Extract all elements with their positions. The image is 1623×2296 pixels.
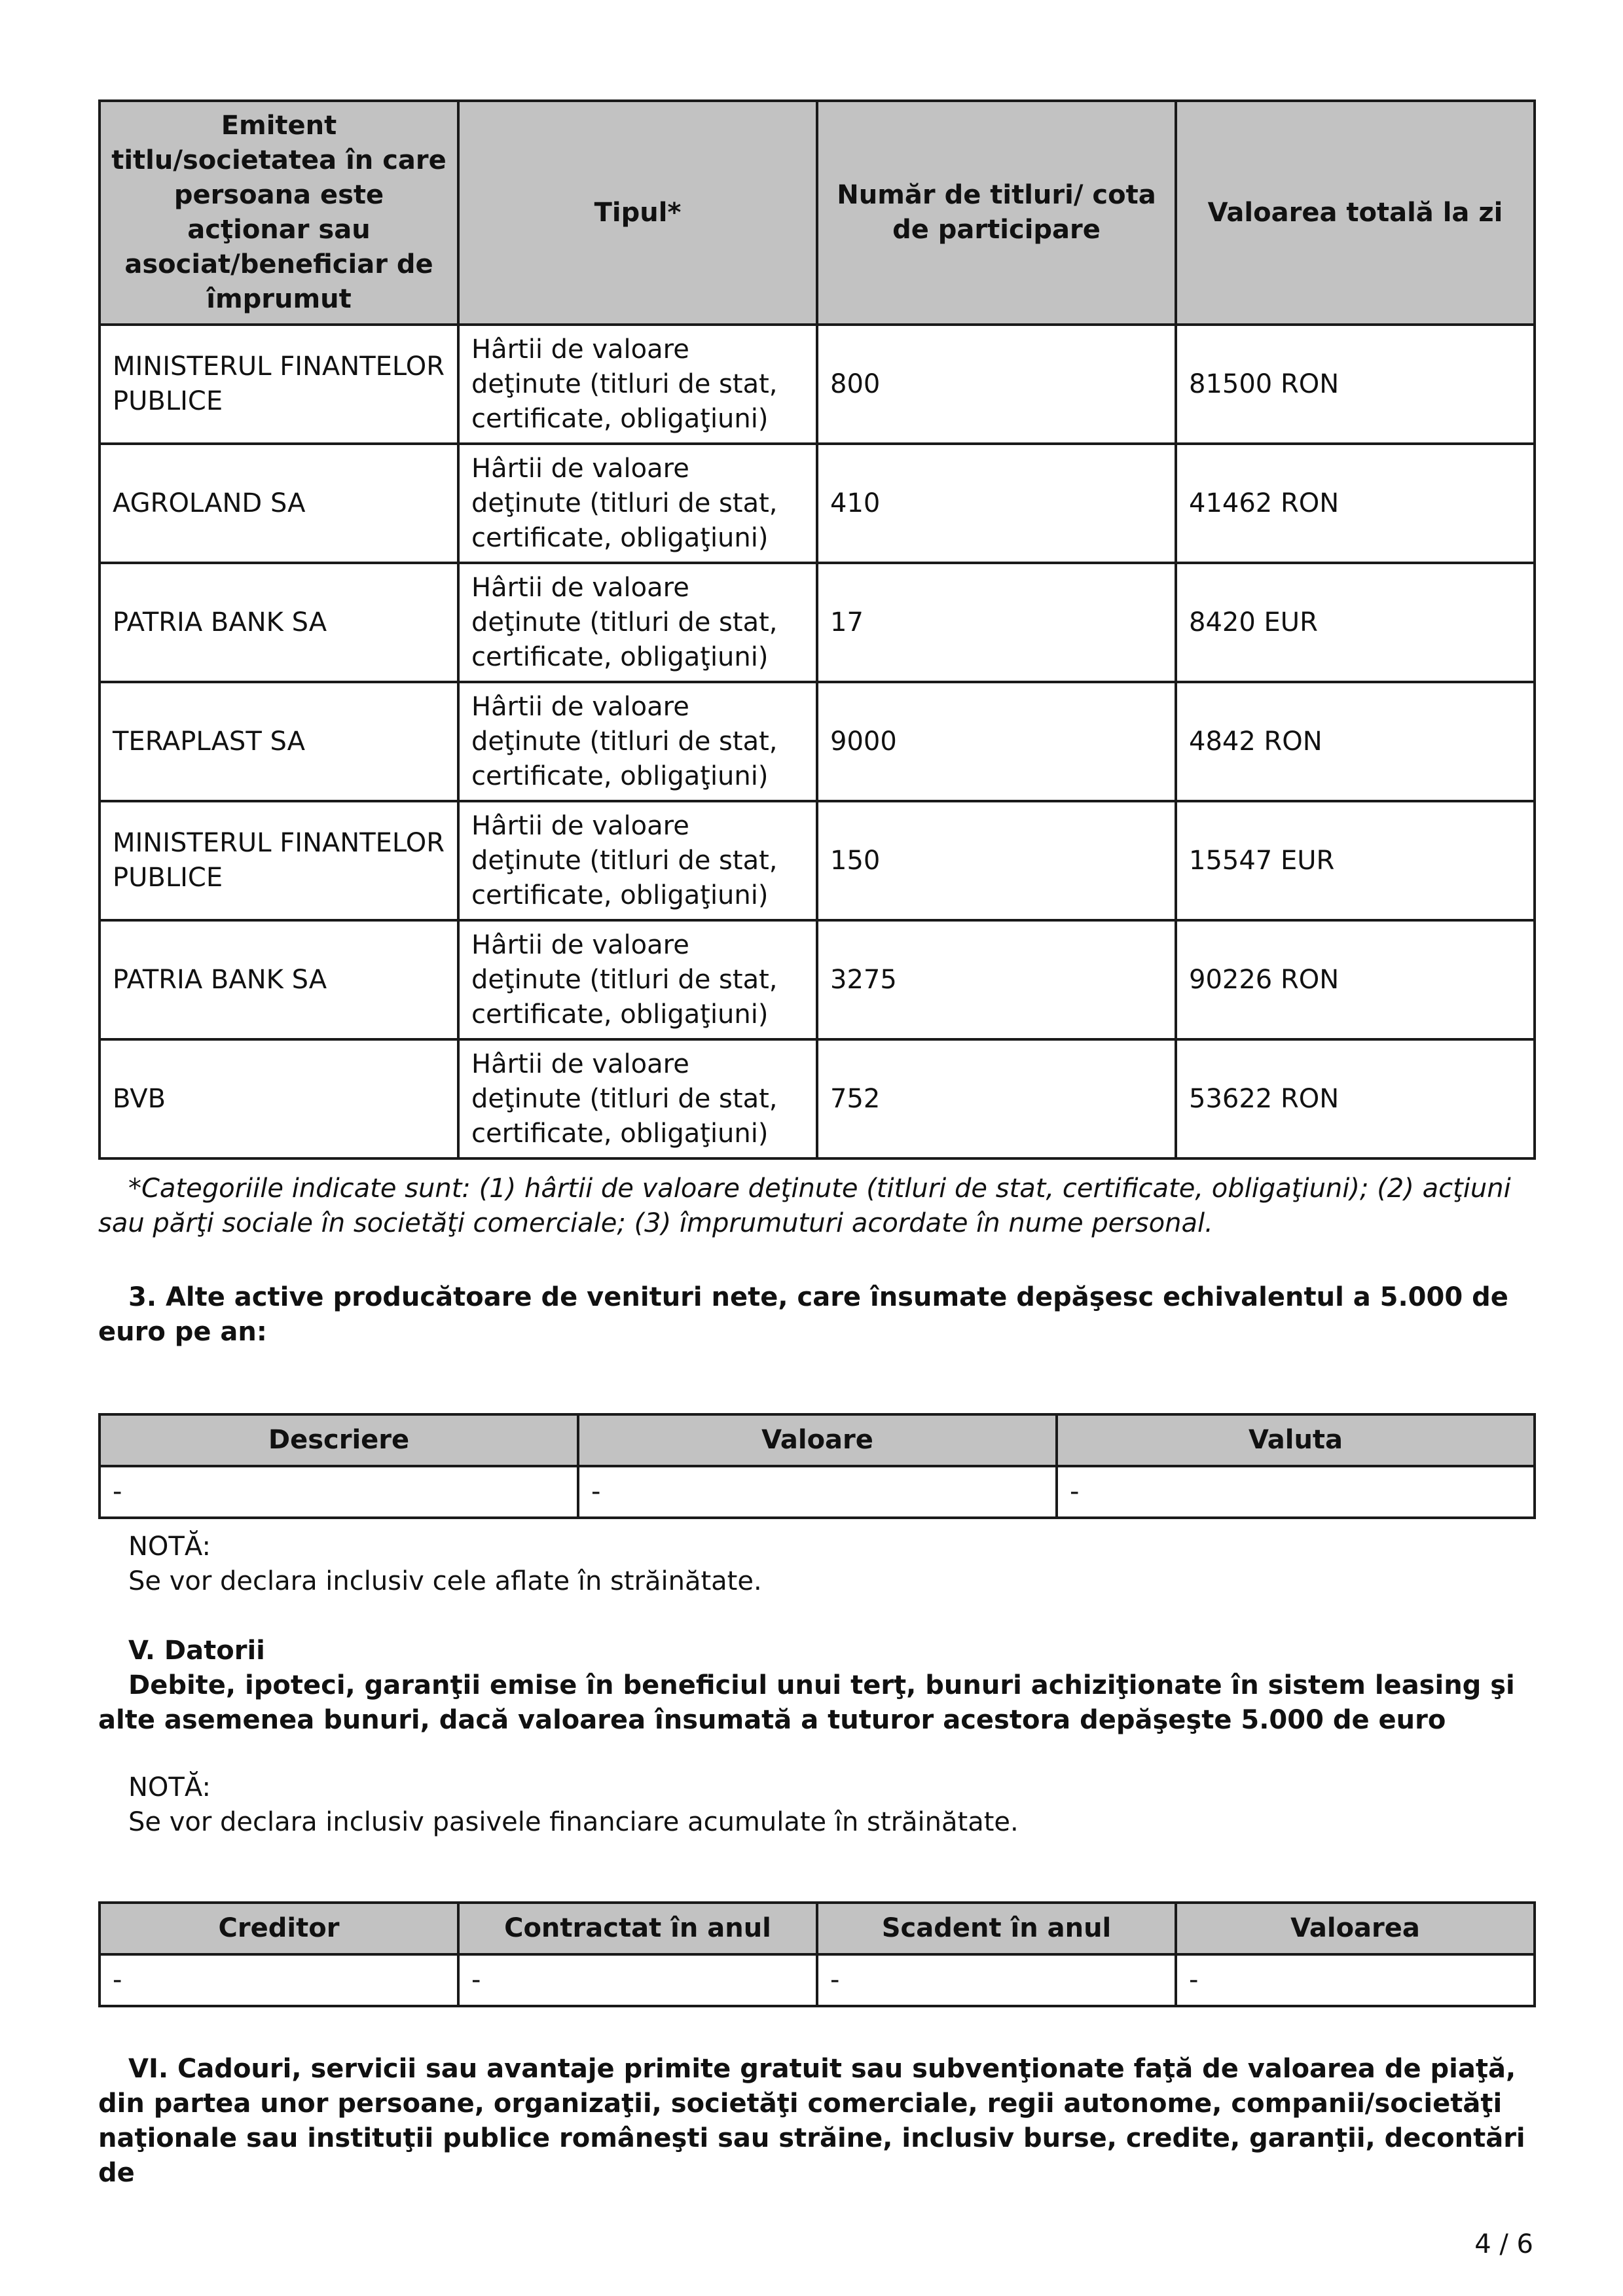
cell-numar: 752	[817, 1039, 1176, 1158]
table-row	[100, 1039, 1535, 1158]
cell-valoare: 4842 RON	[1176, 682, 1535, 801]
table-header-row	[100, 1903, 1535, 1954]
cell-valoare: 81500 RON	[1176, 325, 1535, 444]
section3-note-text: Se vor declara inclusiv cele aflate în străinătate.	[128, 1566, 762, 1596]
cell-emitent: TERAPLAST SA	[100, 682, 458, 801]
header-numar: Număr de titluri/ cota de participare	[817, 101, 1176, 325]
cell-valoare: 8420 EUR	[1176, 563, 1535, 682]
cell-emitent: MINISTERUL FINANTELOR PUBLICE	[100, 801, 458, 920]
cell-scadent: -	[817, 1954, 1176, 2006]
table-row	[100, 682, 1535, 801]
securities-footnote: *Categoriile indicate sunt: (1) hârtii de valoare deţinute (titluri de stat, certificate, obligaţiuni); (2) acţiuni sau părţi sociale în societăţi comerciale; (3) împrumuturi acordate în nume personal.	[98, 1174, 1511, 1238]
header-descriere: Descriere	[100, 1414, 578, 1466]
header-valoarea: Valoarea	[1176, 1903, 1535, 1954]
table-header-row	[100, 101, 1535, 325]
cell-tip: Hârtii de valoare deţinute (titluri de stat, certificate, obligaţiuni)	[458, 563, 817, 682]
cell-creditor: -	[100, 1954, 458, 2006]
cell-emitent: PATRIA BANK SA	[100, 920, 458, 1039]
document-page	[98, 99, 1533, 2191]
section3-heading: 3. Alte active producătoare de venituri nete, care însumate depăşesc echivalentul a 5.000 de euro pe an:	[98, 1282, 1508, 1347]
cell-valuta: -	[1057, 1466, 1535, 1518]
cell-emitent: BVB	[100, 1039, 458, 1158]
cell-valoare: 41462 RON	[1176, 444, 1535, 563]
cell-numar: 150	[817, 801, 1176, 920]
section5-note-text: Se vor declara inclusiv pasivele financiare acumulate în străinătate.	[128, 1807, 1019, 1837]
cell-descriere: -	[100, 1466, 578, 1518]
page-number: 4 / 6	[1474, 2229, 1533, 2259]
table-row	[100, 444, 1535, 563]
table-row	[100, 920, 1535, 1039]
header-contractat: Contractat în anul	[458, 1903, 817, 1954]
header-valoare: Valoare	[578, 1414, 1057, 1466]
table-row	[100, 801, 1535, 920]
debts-table	[98, 1901, 1536, 2007]
header-emitent: Emitent titlu/societatea în care persoana este acţionar sau asociat/beneficiar de împrumut	[100, 101, 458, 325]
section6-heading: VI. Cadouri, servicii sau avantaje primite gratuit sau subvenţionate faţă de valoarea de piaţă, din partea unor persoane, organizaţii, societăţi comerciale, regii autonome, companii/societăţi naţionale sau instituţii publice româneşti sau străine, inclusiv burse, credite, garanţii, decontări de	[98, 2054, 1525, 2188]
table-row	[100, 1954, 1535, 2006]
cell-valoare: 15547 EUR	[1176, 801, 1535, 920]
table-row	[100, 563, 1535, 682]
cell-tip: Hârtii de valoare deţinute (titluri de stat, certificate, obligaţiuni)	[458, 920, 817, 1039]
table-row	[100, 325, 1535, 444]
cell-tip: Hârtii de valoare deţinute (titluri de stat, certificate, obligaţiuni)	[458, 325, 817, 444]
cell-valoarea: -	[1176, 1954, 1535, 2006]
cell-emitent: MINISTERUL FINANTELOR PUBLICE	[100, 325, 458, 444]
cell-numar: 17	[817, 563, 1176, 682]
table-header-row	[100, 1414, 1535, 1466]
cell-numar: 9000	[817, 682, 1176, 801]
section5-heading: Debite, ipoteci, garanţii emise în beneficiul unui terţ, bunuri achiziţionate în sistem leasing şi alte asemenea bunuri, dacă valoarea însumată a tuturor acestora depăşeşte 5.000 de euro	[98, 1670, 1515, 1735]
header-creditor: Creditor	[100, 1903, 458, 1954]
cell-emitent: AGROLAND SA	[100, 444, 458, 563]
securities-table	[98, 99, 1536, 1160]
cell-tip: Hârtii de valoare deţinute (titluri de stat, certificate, obligaţiuni)	[458, 682, 817, 801]
section5-note-label: NOTĂ:	[128, 1772, 211, 1803]
cell-valoare: 90226 RON	[1176, 920, 1535, 1039]
section5-title: V. Datorii	[128, 1636, 265, 1666]
cell-tip: Hârtii de valoare deţinute (titluri de stat, certificate, obligaţiuni)	[458, 1039, 817, 1158]
other-assets-table	[98, 1413, 1536, 1519]
cell-numar: 800	[817, 325, 1176, 444]
cell-contractat: -	[458, 1954, 817, 2006]
cell-emitent: PATRIA BANK SA	[100, 563, 458, 682]
section3-note-label: NOTĂ:	[128, 1532, 211, 1562]
cell-numar: 3275	[817, 920, 1176, 1039]
header-valoare: Valoarea totală la zi	[1176, 101, 1535, 325]
cell-valoare: 53622 RON	[1176, 1039, 1535, 1158]
header-scadent: Scadent în anul	[817, 1903, 1176, 1954]
cell-numar: 410	[817, 444, 1176, 563]
cell-tip: Hârtii de valoare deţinute (titluri de stat, certificate, obligaţiuni)	[458, 801, 817, 920]
cell-valoare: -	[578, 1466, 1057, 1518]
header-tipul: Tipul*	[458, 101, 817, 325]
header-valuta: Valuta	[1057, 1414, 1535, 1466]
cell-tip: Hârtii de valoare deţinute (titluri de stat, certificate, obligaţiuni)	[458, 444, 817, 563]
table-row	[100, 1466, 1535, 1518]
